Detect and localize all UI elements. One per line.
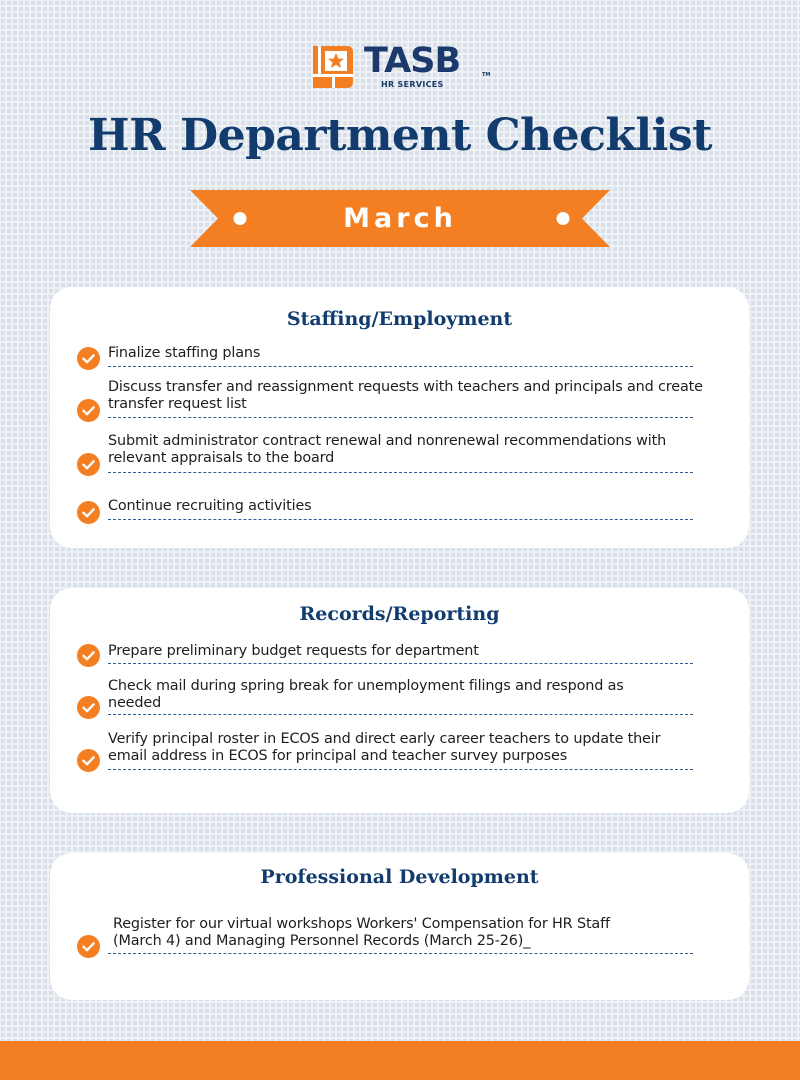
- check-circle-icon[interactable]: [77, 347, 100, 370]
- section-title: Professional Development: [260, 866, 539, 888]
- checklist-item-text: Verify principal roster in ECOS and direct early career teachers to update their email address in ECOS for principal and teacher survey purposes: [108, 731, 661, 764]
- section-professional-development: [50, 853, 749, 1000]
- check-circle-icon[interactable]: [77, 501, 100, 524]
- section-records-reporting: [50, 588, 749, 813]
- tasb-logo: [311, 41, 491, 92]
- tasb-star-logo-icon: [311, 44, 355, 90]
- dashed-divider: [108, 663, 693, 664]
- checklist-item-text: Discuss transfer and reassignment requests with teachers and principals and create transfer request list: [108, 379, 703, 412]
- check-circle-icon[interactable]: [77, 696, 100, 719]
- dashed-divider: [108, 366, 693, 367]
- month-label: March: [343, 203, 457, 234]
- month-banner: [190, 190, 610, 247]
- dashed-divider: [108, 953, 693, 954]
- check-circle-icon[interactable]: [77, 453, 100, 476]
- footer-bar: [0, 1041, 800, 1080]
- page-title: HR Department Checklist: [88, 110, 712, 161]
- logo-trademark: TM: [482, 72, 491, 78]
- dashed-divider: [108, 769, 693, 770]
- check-circle-icon[interactable]: [77, 935, 100, 958]
- check-circle-icon[interactable]: [77, 749, 100, 772]
- section-title: Records/Reporting: [299, 603, 500, 625]
- section-title: Staffing/Employment: [286, 308, 513, 330]
- checklist-item-text: Submit administrator contract renewal and nonrenewal recommendations with relevant appraisals to the board: [108, 433, 667, 466]
- logo-subtitle: HR SERVICES: [381, 80, 444, 89]
- section-staffing-employment: [50, 287, 749, 548]
- checklist-item-text: Prepare preliminary budget requests for department: [108, 643, 479, 659]
- checklist-item-text: Finalize staffing plans: [108, 345, 261, 361]
- dashed-divider: [108, 472, 693, 473]
- checklist-item-text: Check mail during spring break for unemployment filings and respond as needed: [108, 678, 624, 711]
- dashed-divider: [108, 519, 693, 520]
- dashed-divider: [108, 417, 693, 418]
- logo-wordmark: TASB: [364, 41, 461, 81]
- checklist-item-text: Register for our virtual workshops Workers' Compensation for HR Staff (March 4) and Managing Personnel Records (March 25-26)_: [113, 916, 610, 949]
- checklist-item-text: Continue recruiting activities: [108, 498, 312, 514]
- check-circle-icon[interactable]: [77, 644, 100, 667]
- check-circle-icon[interactable]: [77, 399, 100, 422]
- dashed-divider: [108, 714, 693, 715]
